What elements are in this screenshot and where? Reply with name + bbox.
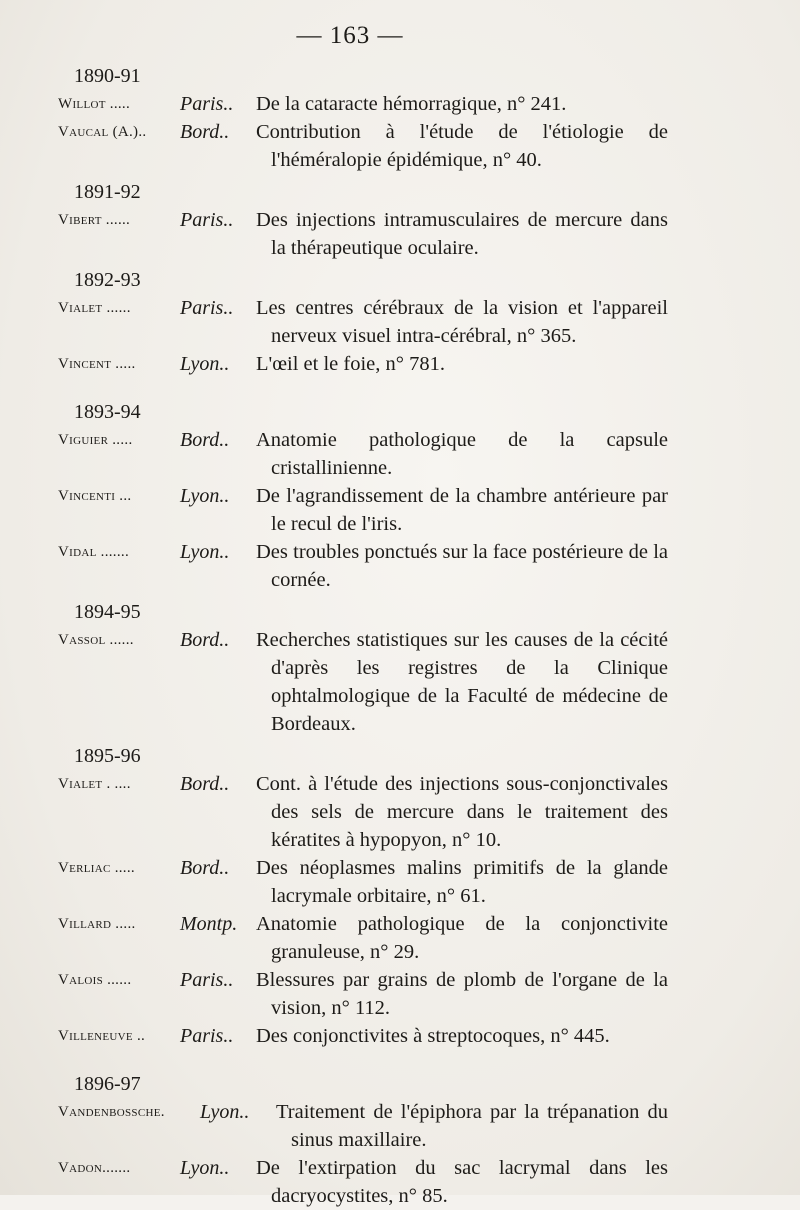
city: Lyon.. [180, 541, 230, 563]
list-item [58, 350, 668, 378]
list-item [58, 854, 668, 910]
page-number: — 163 — [296, 22, 404, 49]
city: Paris.. [180, 297, 234, 319]
thesis-title: Cont. à l'étude des injections sous-conjonctivales des sels de mercure dans le traitement des kératites à hypopyon, n° 10. [256, 773, 668, 851]
city: Bord.. [180, 121, 230, 143]
city: Bord.. [180, 429, 230, 451]
list-item [58, 1154, 668, 1210]
city: Bord.. [180, 857, 230, 879]
city: Lyon.. [180, 485, 230, 507]
author-name: Vaucal (A.).. [58, 124, 147, 140]
thesis-title: Des conjonctivites à streptocoques, n° 445. [256, 1025, 610, 1047]
city: Lyon.. [180, 1157, 230, 1179]
list-item [58, 770, 668, 854]
thesis-title: Les centres cérébraux de la vision et l'appareil nerveux visuel intra-cérébral, n° 365. [256, 297, 668, 347]
author-name: Valois ...... [58, 972, 132, 988]
thesis-title: De la cataracte hémorragique, n° 241. [256, 93, 567, 115]
year-heading: 1896-97 [74, 1073, 141, 1095]
author-name: Viguier ..... [58, 432, 133, 448]
author-name: Vassol ...... [58, 632, 134, 648]
author-name: Vidal ....... [58, 544, 130, 560]
author-name: Vandenbossche. [58, 1104, 165, 1120]
thesis-list [58, 62, 668, 1210]
thesis-title: L'œil et le foie, n° 781. [256, 353, 445, 375]
city: Paris.. [180, 93, 234, 115]
thesis-title: Contribution à l'étude de l'étiologie de l'héméralopie épidémique, n° 40. [256, 121, 668, 171]
list-item [58, 118, 668, 174]
year-heading: 1890-91 [74, 65, 141, 87]
list-item [58, 538, 668, 594]
thesis-title: Blessures par grains de plomb de l'organe de la vision, n° 112. [256, 969, 668, 1019]
city: Paris.. [180, 1025, 234, 1047]
city: Paris.. [180, 969, 234, 991]
city: Lyon.. [200, 1101, 250, 1123]
city: Montp. [180, 913, 238, 935]
thesis-title: Des troubles ponctués sur la face postérieure de la cornée. [256, 541, 668, 591]
year-heading: 1893-94 [74, 401, 141, 423]
thesis-title: Des injections intramusculaires de mercure dans la thérapeutique oculaire. [256, 209, 668, 259]
thesis-title: Recherches statistiques sur les causes de la cécité d'après les registres de la Clinique ophtalmologique de la Faculté de médecine de Bordeaux. [256, 629, 668, 735]
year-heading: 1895-96 [74, 745, 141, 767]
author-name: Vibert ...... [58, 212, 131, 228]
author-name: Vialet . .... [58, 776, 131, 792]
list-item [58, 294, 668, 350]
thesis-title: Anatomie pathologique de la conjonctivite granuleuse, n° 29. [256, 913, 668, 963]
author-name: Villeneuve .. [58, 1028, 146, 1044]
author-name: Willot ..... [58, 96, 131, 112]
author-name: Verliac ..... [58, 860, 135, 876]
list-item [58, 1022, 668, 1050]
year-heading: 1892-93 [74, 269, 141, 291]
author-name: Vialet ...... [58, 300, 131, 316]
list-item [58, 626, 668, 738]
thesis-title: Anatomie pathologique de la capsule cristallinienne. [256, 429, 668, 479]
list-item [58, 90, 668, 118]
city: Bord.. [180, 629, 230, 651]
thesis-title: De l'agrandissement de la chambre antérieure par le recul de l'iris. [256, 485, 668, 535]
list-item [58, 206, 668, 262]
list-item [58, 966, 668, 1022]
year-heading: 1891-92 [74, 181, 141, 203]
list-item [58, 482, 668, 538]
city: Bord.. [180, 773, 230, 795]
list-item [58, 426, 668, 482]
city: Paris.. [180, 209, 234, 231]
city: Lyon.. [180, 353, 230, 375]
thesis-title: De l'extirpation du sac lacrymal dans les dacryocystites, n° 85. [256, 1157, 668, 1207]
thesis-title: Des néoplasmes malins primitifs de la glande lacrymale orbitaire, n° 61. [256, 857, 668, 907]
author-name: Vincent ..... [58, 356, 136, 372]
author-name: Vincenti ... [58, 488, 132, 504]
list-item [58, 1098, 668, 1154]
author-name: Vadon....... [58, 1160, 131, 1176]
author-name: Villard ..... [58, 916, 136, 932]
list-item [58, 910, 668, 966]
year-heading: 1894-95 [74, 601, 141, 623]
thesis-title: Traitement de l'épiphora par la trépanation du sinus maxillaire. [276, 1101, 668, 1151]
